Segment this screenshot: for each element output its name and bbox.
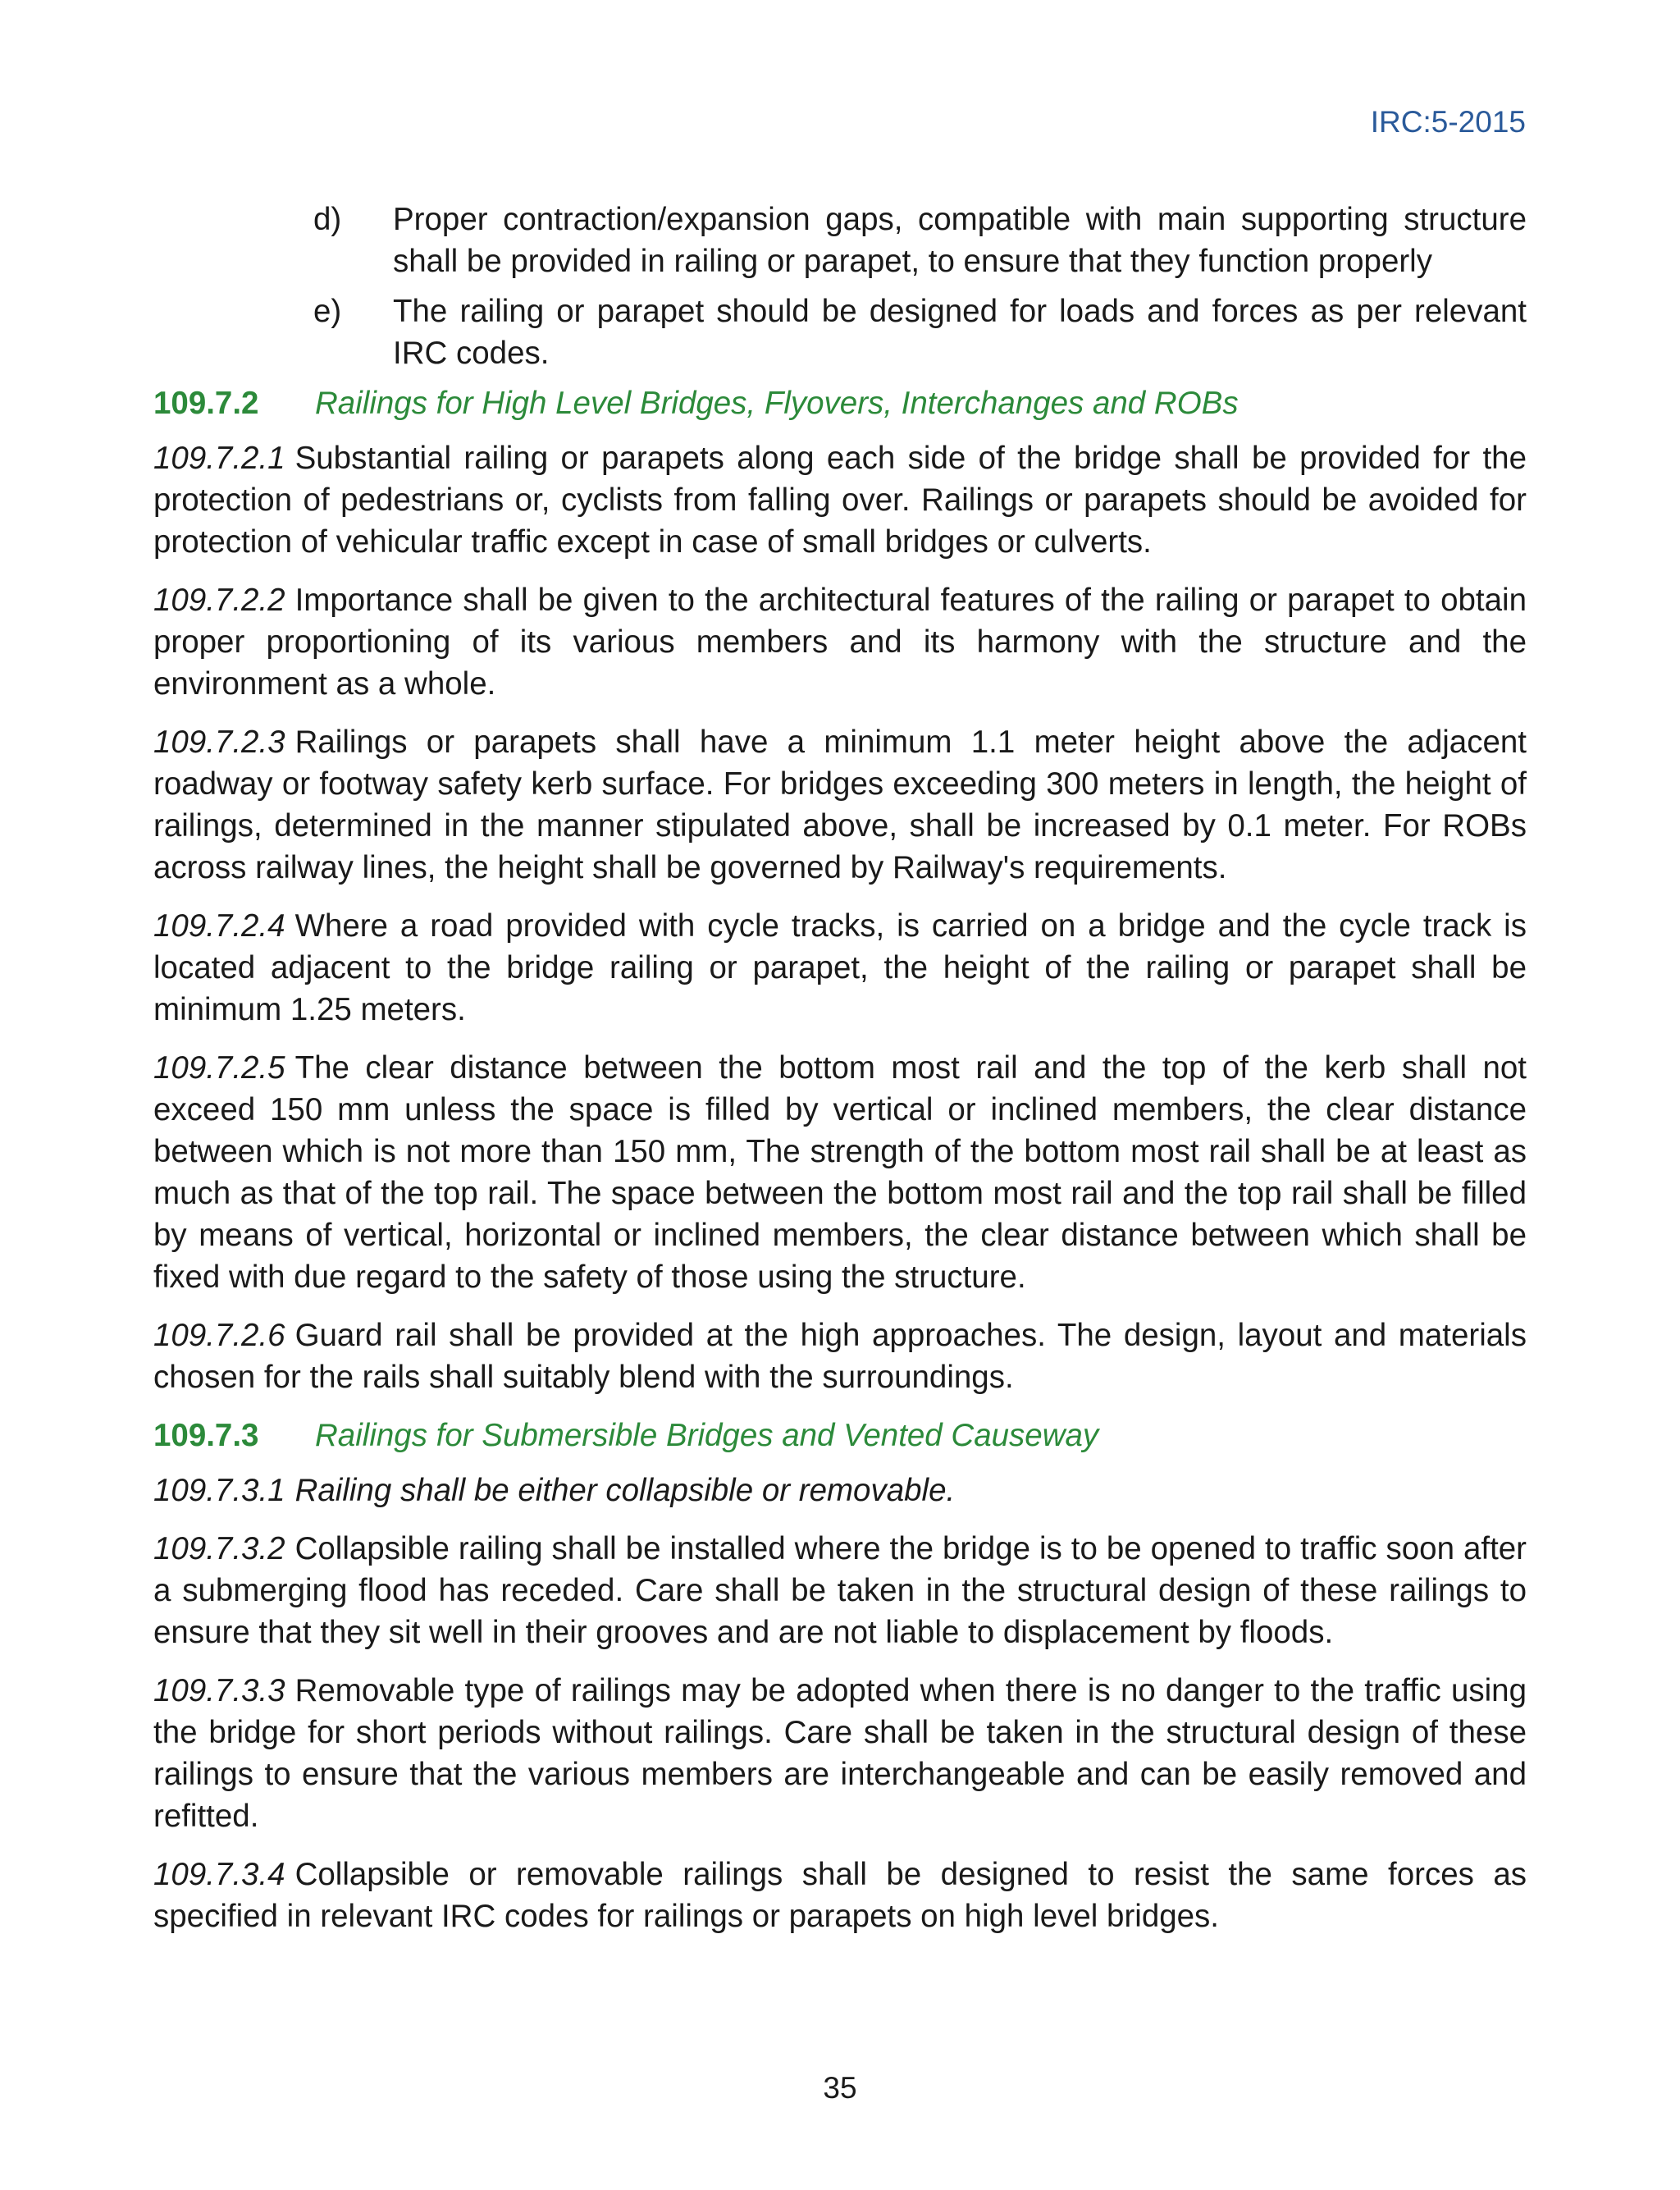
- clause-paragraph: [153, 1314, 1527, 1398]
- clause-paragraph: [153, 1528, 1527, 1653]
- clause-paragraph: [153, 1047, 1527, 1298]
- clause-paragraph: [153, 437, 1527, 563]
- clause-text: Collapsible railing shall be installed where the bridge is to be opened to traffic soon after a submerging flood has receded. Care shall be taken in the structural design of these railings to ensure that they sit well in their grooves and are not liable to displacement by floods.: [153, 1531, 1527, 1650]
- clause-text: Importance shall be given to the architectural features of the railing or parapet to obtain proper proportioning of its various members and its harmony with the structure and the environment as a whole.: [153, 583, 1527, 702]
- section-title: Railings for Submersible Bridges and Vented Causeway: [315, 1418, 1099, 1453]
- clause-text: Railings or parapets shall have a minimum 1.1 meter height above the adjacent roadway or footway safety kerb surface. For bridges exceeding 300 meters in length, the height of railings, determined in the manner stipulated above, shall be increased by 0.1 meter. For ROBs across railway lines, the height shall be governed by Railway's requirements.: [153, 725, 1527, 885]
- clause-number: 109.7.3.1: [153, 1473, 285, 1508]
- document-code-header: IRC:5-2015: [1370, 105, 1526, 139]
- section-heading-109-7-3: [153, 1415, 1527, 1456]
- list-marker: d): [313, 202, 342, 237]
- clause-paragraph: [153, 579, 1527, 705]
- page-number: 35: [823, 2071, 857, 2105]
- clause-text: Substantial railing or parapets along each side of the bridge shall be provided for the protection of pedestrians or, cyclists from falling over. Railings or parapets should be avoided for protection of vehicular traffic except in case of small bridges or culverts.: [153, 441, 1527, 560]
- clause-text: Railing shall be either collapsible or removable.: [294, 1473, 956, 1508]
- clause-paragraph: [153, 1670, 1527, 1837]
- clause-number: 109.7.2.5: [153, 1050, 285, 1086]
- clause-number: 109.7.2.6: [153, 1318, 285, 1353]
- clause-number: 109.7.2.4: [153, 908, 285, 944]
- clause-text: Where a road provided with cycle tracks, is carried on a bridge and the cycle track is located adjacent to the bridge railing or parapet, the height of the railing or parapet shall be minimum 1.25 meters.: [153, 908, 1527, 1027]
- section-title: Railings for High Level Bridges, Flyovers, Interchanges and ROBs: [315, 386, 1239, 421]
- clause-number: 109.7.2.3: [153, 725, 285, 760]
- clause-paragraph: [153, 1470, 1527, 1511]
- clause-paragraph: [153, 721, 1527, 889]
- section-number: 109.7.3: [153, 1418, 259, 1453]
- clause-text: Collapsible or removable railings shall be designed to resist the same forces as specified in relevant IRC codes for railings or parapets on high level bridges.: [153, 1857, 1527, 1934]
- page-content: [153, 199, 1527, 1954]
- clause-number: 109.7.3.3: [153, 1673, 285, 1708]
- clause-text: Removable type of railings may be adopted when there is no danger to the traffic using the bridge for short periods without railings. Care shall be taken in the structural design of these railings to ensure that the various members are interchangeable and can be easily removed and refitted.: [153, 1673, 1527, 1834]
- clause-number: 109.7.3.2: [153, 1531, 285, 1566]
- list-item: [313, 199, 1527, 282]
- clause-number: 109.7.2.2: [153, 583, 285, 618]
- clause-paragraph: [153, 905, 1527, 1031]
- section-heading-109-7-2: [153, 382, 1527, 424]
- clause-paragraph: [153, 1854, 1527, 1937]
- clause-text: The clear distance between the bottom most rail and the top of the kerb shall not exceed 150 mm unless the space is filled by vertical or inclined members, the clear distance between which is not more than 150 mm, The strength of the bottom most rail shall be at least as much as that of the top rail. The space between the bottom most rail and the top rail shall be filled by means of vertical, horizontal or inclined members, the clear distance between which shall be fixed with due regard to the safety of those using the structure.: [153, 1050, 1527, 1295]
- clause-number: 109.7.3.4: [153, 1857, 285, 1892]
- list-text: Proper contraction/expansion gaps, compatible with main supporting structure shall be provided in railing or parapet, to ensure that they function properly: [393, 202, 1527, 279]
- list-item: [313, 290, 1527, 374]
- section-number: 109.7.2: [153, 386, 259, 421]
- list-text: The railing or parapet should be designed for loads and forces as per relevant IRC codes.: [393, 294, 1527, 371]
- list-marker: e): [313, 294, 342, 329]
- clause-number: 109.7.2.1: [153, 441, 285, 476]
- clause-text: Guard rail shall be provided at the high approaches. The design, layout and materials chosen for the rails shall suitably blend with the surroundings.: [153, 1318, 1527, 1395]
